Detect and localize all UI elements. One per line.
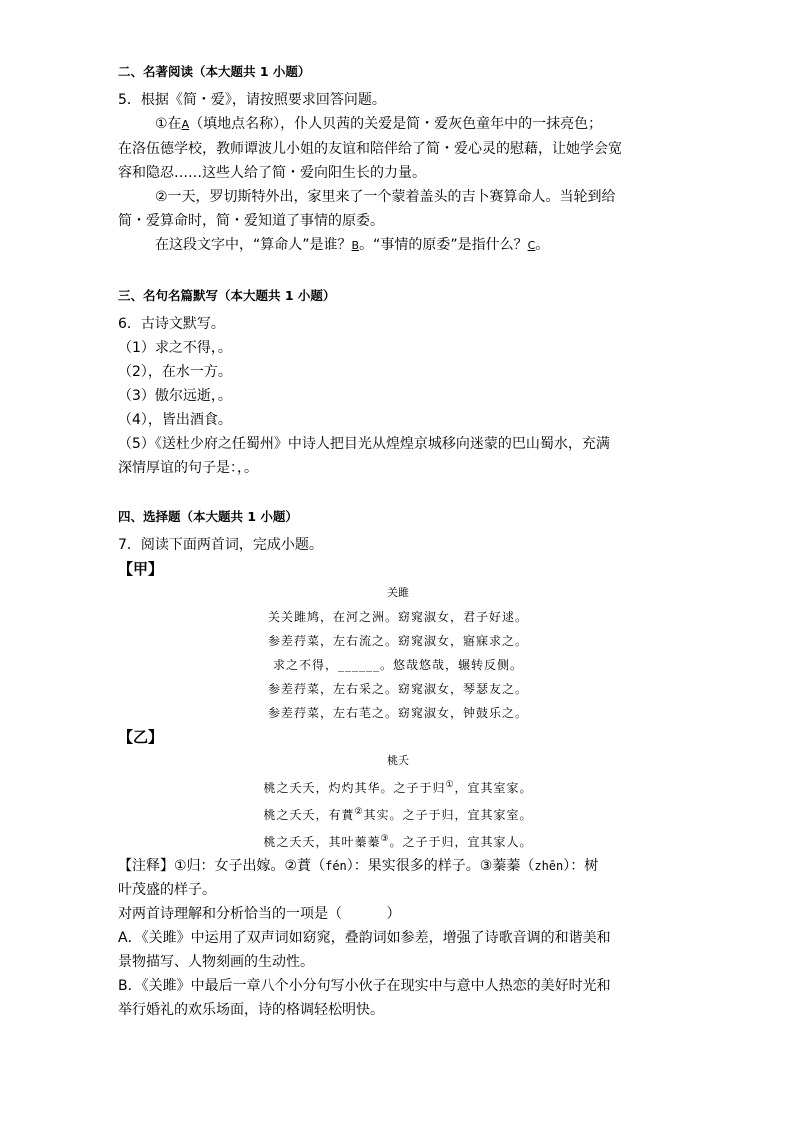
option-b: B．《关雎》中最后一章八个小分句写小伙子在现实中与意中人热恋的美好时光和 [118, 978, 611, 994]
poem-1-line: 参差荇菜，左右流之。窈窕淑女，寤寐求之。 [267, 634, 528, 648]
q5-para-1-end: 容和隐忍……这些人给了简・爱向阳生长的力量。 [118, 165, 426, 181]
poem-text: 桃之夭夭，有蕡 [263, 808, 355, 822]
poem-1-title: 关雎 [387, 586, 409, 599]
annotation-text: ）：果实很多的样子。③蓁蓁（ [346, 858, 535, 874]
poem-text: 其实。之子于归，宜其家室。 [363, 808, 533, 822]
q5-text: 。“事情的原委”是指什么？ [359, 237, 528, 253]
poem-1-line: 参差荇菜，左右芼之。窈窕淑女，钟鼓乐之。 [267, 706, 528, 720]
q5-para-2: ②一天，罗切斯特外出，家里来了一个蒙着盖头的吉卜赛算命人。当轮到给 [155, 189, 616, 205]
poem-text: 桃之夭夭，灼灼其华。之子于归 [263, 781, 446, 795]
option-a-cont: 景物描写、人物刻画的生动性。 [118, 954, 314, 970]
poem-1-line: 求之不得，______。悠哉悠哉，辗转反侧。 [272, 658, 523, 672]
poem-1-line: 参差荇菜，左右采之。窈窕淑女，琴瑟友之。 [267, 682, 528, 696]
q5-text: ①在 [155, 116, 182, 132]
dictation-line-4: （4），皆出酒食。 [118, 412, 232, 428]
answer-blank-a: A [181, 118, 190, 131]
pinyin: fén [325, 859, 347, 873]
annotation-text: 【注释】①归：女子出嫁。②蕡（ [118, 858, 326, 874]
annotation-cont: 叶茂盛的样子。 [118, 882, 216, 898]
poem-2-line [118, 773, 678, 800]
document-page [118, 62, 678, 1022]
answer-blank-b: B [351, 239, 360, 252]
question-7-prompt: 对两首诗理解和分析恰当的一项是（ ） [118, 906, 401, 922]
q5-para-1-cont: 在洛伍德学校，教师谭波儿小姐的友谊和陪伴给了简・爱心灵的慰藉，让她学会宽 [118, 141, 622, 157]
label-jia: 【甲】 [118, 560, 164, 578]
poem-2-line [118, 800, 678, 827]
footnote-marker: ① [445, 780, 455, 790]
q5-para-1 [118, 112, 678, 137]
poem-2-title: 桃夭 [387, 754, 409, 767]
pinyin: zhēn [534, 859, 564, 873]
q5-text: （填地点名称），仆人贝茜的关爱是简・爱灰色童年中的一抹亮色； [189, 116, 603, 132]
poem-text: 桃之夭夭，其叶蓁蓁 [263, 835, 381, 849]
poem-2-line [118, 827, 678, 854]
annotation-text: ）：树 [563, 858, 599, 874]
footnote-marker: ③ [380, 834, 390, 844]
dictation-line-2: （2），在水一方。 [118, 364, 232, 380]
section-heading-4: 四、选择题（本大题共 1 小题） [118, 509, 298, 524]
dictation-line-1: （1）求之不得，。 [118, 340, 232, 356]
q5-text: 。 [535, 237, 550, 253]
option-b-cont: 举行婚礼的欢乐场面，诗的格调轻松明快。 [118, 1002, 384, 1018]
section-heading-3: 三、名句名篇默写（本大题共 1 小题） [118, 288, 336, 303]
q5-para-2-cont: 简・爱算命时，简・爱知道了事情的原委。 [118, 213, 384, 229]
option-a: A．《关雎》中运用了双声词如窈窕，叠韵词如参差，增强了诗歌音调的和谐美和 [118, 930, 611, 946]
dictation-line-5: （5）《送杜少府之任蜀州》中诗人把目光从煌煌京城移向迷蒙的巴山蜀水，充满 [118, 436, 610, 452]
section-heading-2: 二、名著阅读（本大题共 1 小题） [118, 64, 311, 79]
question-7: 7．阅读下面两首词，完成小题。 [118, 537, 323, 553]
question-6: 6．古诗文默写。 [118, 316, 225, 332]
q5-text: 在这段文字中，“算命人”是谁？ [155, 237, 352, 253]
poem-1-line: 关关雎鸠，在河之洲。窈窕淑女，君子好逑。 [267, 610, 528, 624]
answer-blank-c: C [527, 239, 536, 252]
q5-para-3 [118, 233, 678, 258]
dictation-line-5-cont: 深情厚谊的句子是：，。 [118, 460, 258, 476]
annotation [118, 854, 678, 878]
footnote-marker: ② [354, 807, 364, 817]
question-5: 5．根据《简・爱》，请按照要求回答问题。 [118, 92, 386, 108]
poem-text: ，宜其室家。 [454, 781, 533, 795]
poem-text: 。之子于归，宜其家人。 [389, 835, 533, 849]
dictation-line-3: （3）傲尔远逝，。 [118, 388, 232, 404]
label-yi: 【乙】 [118, 728, 164, 746]
